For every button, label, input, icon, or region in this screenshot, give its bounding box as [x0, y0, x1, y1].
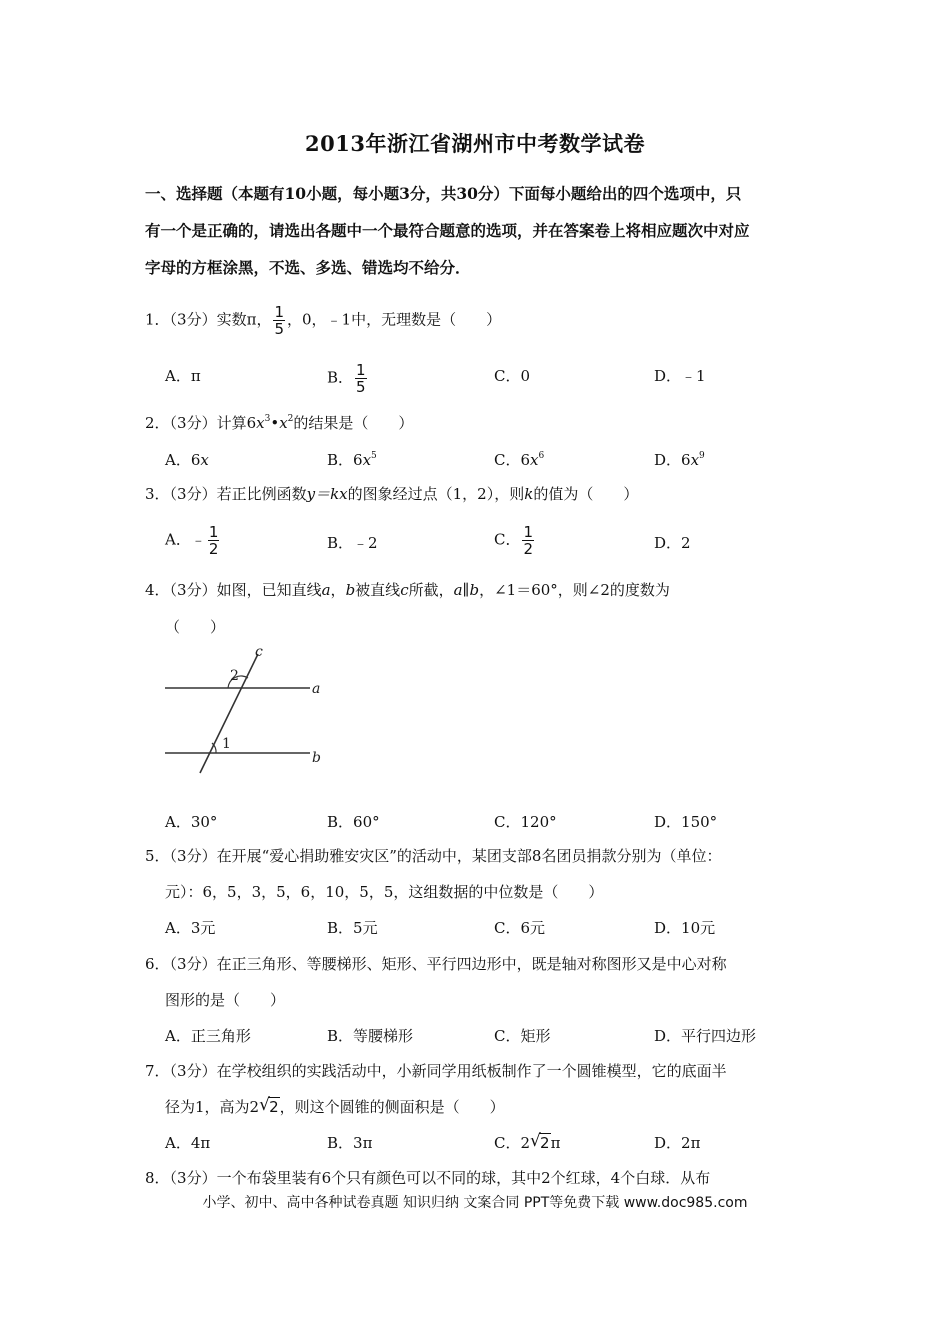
question-4-stem-line-2: （ ）	[165, 618, 226, 636]
question-3-option-d: D．2	[654, 534, 691, 552]
question-1-option-a: A．π	[165, 367, 201, 385]
fraction	[355, 362, 367, 395]
question-7-stem-line-2	[165, 1097, 505, 1117]
variable-c: c	[400, 581, 409, 599]
variable-x: x	[690, 451, 700, 469]
variable-x: x	[362, 451, 372, 469]
question-3-option-b: B．﹣2	[327, 534, 378, 552]
question-1-option-d: D．﹣1	[654, 367, 706, 385]
fraction-numerator: 1	[356, 361, 366, 379]
question-2-text-pre: 2．（3分）计算6	[145, 414, 257, 432]
parallel-expression: a∥b	[453, 581, 480, 599]
question-7-option-c	[494, 1133, 560, 1153]
radical-sign-icon: √	[530, 1131, 541, 1151]
exponent: 5	[371, 451, 377, 461]
multiply-dot: •	[270, 414, 280, 432]
option-label: C．	[494, 530, 521, 549]
option-suffix: π	[550, 1134, 561, 1152]
question-3-text-pre: 3．（3分）若正比例函数	[145, 485, 307, 503]
exponent: 6	[538, 451, 545, 461]
radicand: 2	[540, 1134, 550, 1152]
question-5-option-a: A．3元	[165, 919, 216, 937]
question-7-option-a: A．4π	[165, 1134, 211, 1152]
option-label: B．6	[327, 451, 363, 469]
variable-k: k	[524, 485, 534, 503]
line-c	[200, 654, 258, 773]
label-b: b	[312, 750, 321, 766]
question-3-text-post: 的值为（ ）	[533, 485, 639, 503]
comma: ，	[330, 581, 346, 599]
question-4-option-c: C．120°	[494, 813, 557, 831]
square-root	[530, 1133, 551, 1153]
question-7-option-b: B．3π	[327, 1134, 373, 1152]
function-expression: y＝kx	[306, 485, 348, 503]
question-4-text-pre: 4．（3分）如图，已知直线	[145, 581, 322, 599]
question-4-option-b: B．60°	[327, 813, 380, 831]
question-7-stem-line-1: 7．（3分）在学校组织的实践活动中，小新同学用纸板制作了一个圆锥模型，它的底面半	[145, 1062, 727, 1080]
fraction-numerator: 1	[523, 523, 534, 541]
radical-sign-icon: √	[259, 1095, 270, 1115]
question-7-text-post: ，则这个圆锥的侧面积是（ ）	[279, 1098, 505, 1116]
question-6-option-b: B．等腰梯形	[327, 1027, 414, 1045]
question-2-option-b	[327, 450, 377, 470]
fraction-denominator: 2	[523, 540, 534, 558]
fraction-denominator: 5	[356, 378, 366, 396]
question-5-option-d: D．10元	[654, 919, 716, 937]
question-7-text-pre: 径为1，高为2	[165, 1098, 260, 1116]
question-1-option-b	[327, 362, 369, 395]
radicand: 2	[269, 1098, 279, 1116]
question-4-option-d: D．150°	[654, 813, 718, 831]
section-instruction-line-1: 一、选择题（本题有10小题，每小题3分，共30分）下面每小题给出的四个选项中，只	[145, 184, 742, 203]
fraction-numerator: 1	[274, 303, 284, 321]
option-label: C．2	[494, 1134, 531, 1152]
exponent: 2	[287, 414, 294, 424]
question-4-text-end: ，∠1＝60°，则∠2的度数为	[479, 581, 670, 599]
footer-watermark: 小学、初中、高中各种试卷真题 知识归纳 文案合同 PPT等免费下载 www.doc985.com	[202, 1195, 748, 1211]
exponent: 9	[699, 451, 705, 461]
fraction-denominator: 5	[274, 320, 284, 338]
question-4-stem-line-1	[145, 580, 670, 600]
question-1-text-post: ，0，﹣1中，无理数是（ ）	[287, 310, 502, 329]
question-5-option-b: B．5元	[327, 919, 378, 937]
fraction	[522, 524, 534, 557]
question-3-option-c	[494, 524, 536, 557]
label-1: 1	[222, 736, 231, 752]
option-label: A．﹣	[165, 530, 206, 549]
square-root	[259, 1097, 280, 1117]
question-2-stem	[145, 413, 413, 433]
label-a: a	[312, 681, 321, 697]
variable-x: x	[279, 414, 288, 432]
question-7-option-d: D．2π	[654, 1134, 701, 1152]
question-1-stem	[145, 304, 501, 337]
label-c: c	[255, 644, 263, 660]
question-2-option-d	[654, 450, 705, 470]
variable-x: x	[530, 451, 539, 469]
fraction-denominator: 2	[208, 540, 219, 558]
section-instruction-line-3: 字母的方框涂黑，不选、多选、错选均不给分．	[145, 258, 471, 277]
question-3-option-a	[165, 524, 221, 557]
question-4-figure	[160, 640, 340, 780]
variable-x: x	[200, 451, 209, 469]
question-6-option-d: D．平行四边形	[654, 1027, 757, 1045]
label-2: 2	[230, 668, 239, 684]
question-2-text-post: 的结果是（ ）	[293, 414, 414, 432]
option-label: D．6	[654, 451, 691, 469]
question-6-option-c: C．矩形	[494, 1027, 551, 1045]
fraction	[273, 304, 285, 337]
question-2-option-c	[494, 450, 544, 470]
question-1-option-c: C．0	[494, 367, 531, 385]
question-8-stem-line-1: 8．（3分）一个布袋里装有6个只有颜色可以不同的球，其中2个红球，4个白球．从布	[145, 1169, 711, 1187]
question-4-option-a: A．30°	[165, 813, 218, 831]
fraction	[208, 524, 220, 557]
option-label: A．6	[165, 451, 201, 469]
variable-b: b	[345, 581, 356, 599]
question-6-stem-line-1: 6．（3分）在正三角形、等腰梯形、矩形、平行四边形中，既是轴对称图形又是中心对称	[145, 955, 727, 973]
section-instruction-line-2: 有一个是正确的，请选出各题中一个最符合题意的选项，并在答案卷上将相应题次中对应	[145, 221, 750, 240]
question-6-stem-line-2: 图形的是（ ）	[165, 991, 286, 1009]
fraction-numerator: 1	[208, 523, 219, 541]
variable-a: a	[321, 581, 331, 599]
question-5-stem-line-2: 元）：6，5，3，5，6，10，5，5，这组数据的中位数是（ ）	[165, 883, 604, 901]
page-title: 2013年浙江省湖州市中考数学试卷	[305, 131, 645, 156]
question-3-text-mid: 的图象经过点（1，2），则	[347, 485, 525, 503]
question-3-stem	[145, 484, 638, 504]
variable-x: x	[256, 414, 265, 432]
question-2-option-a	[165, 450, 209, 470]
option-label: B．	[327, 368, 354, 387]
question-4-text-mid: 被直线	[355, 581, 401, 599]
question-4-text-post: 所截，	[408, 581, 454, 599]
question-5-option-c: C．6元	[494, 919, 546, 937]
question-6-option-a: A．正三角形	[165, 1027, 251, 1045]
question-1-text-pre: 1．（3分）实数π，	[145, 310, 272, 329]
question-5-stem-line-1: 5．（3分）在开展“爱心捐助雅安灾区”的活动中，某团支部8名团员捐款分别为（单位：	[145, 847, 722, 865]
option-label: C．6	[494, 451, 531, 469]
exponent: 3	[264, 414, 271, 424]
